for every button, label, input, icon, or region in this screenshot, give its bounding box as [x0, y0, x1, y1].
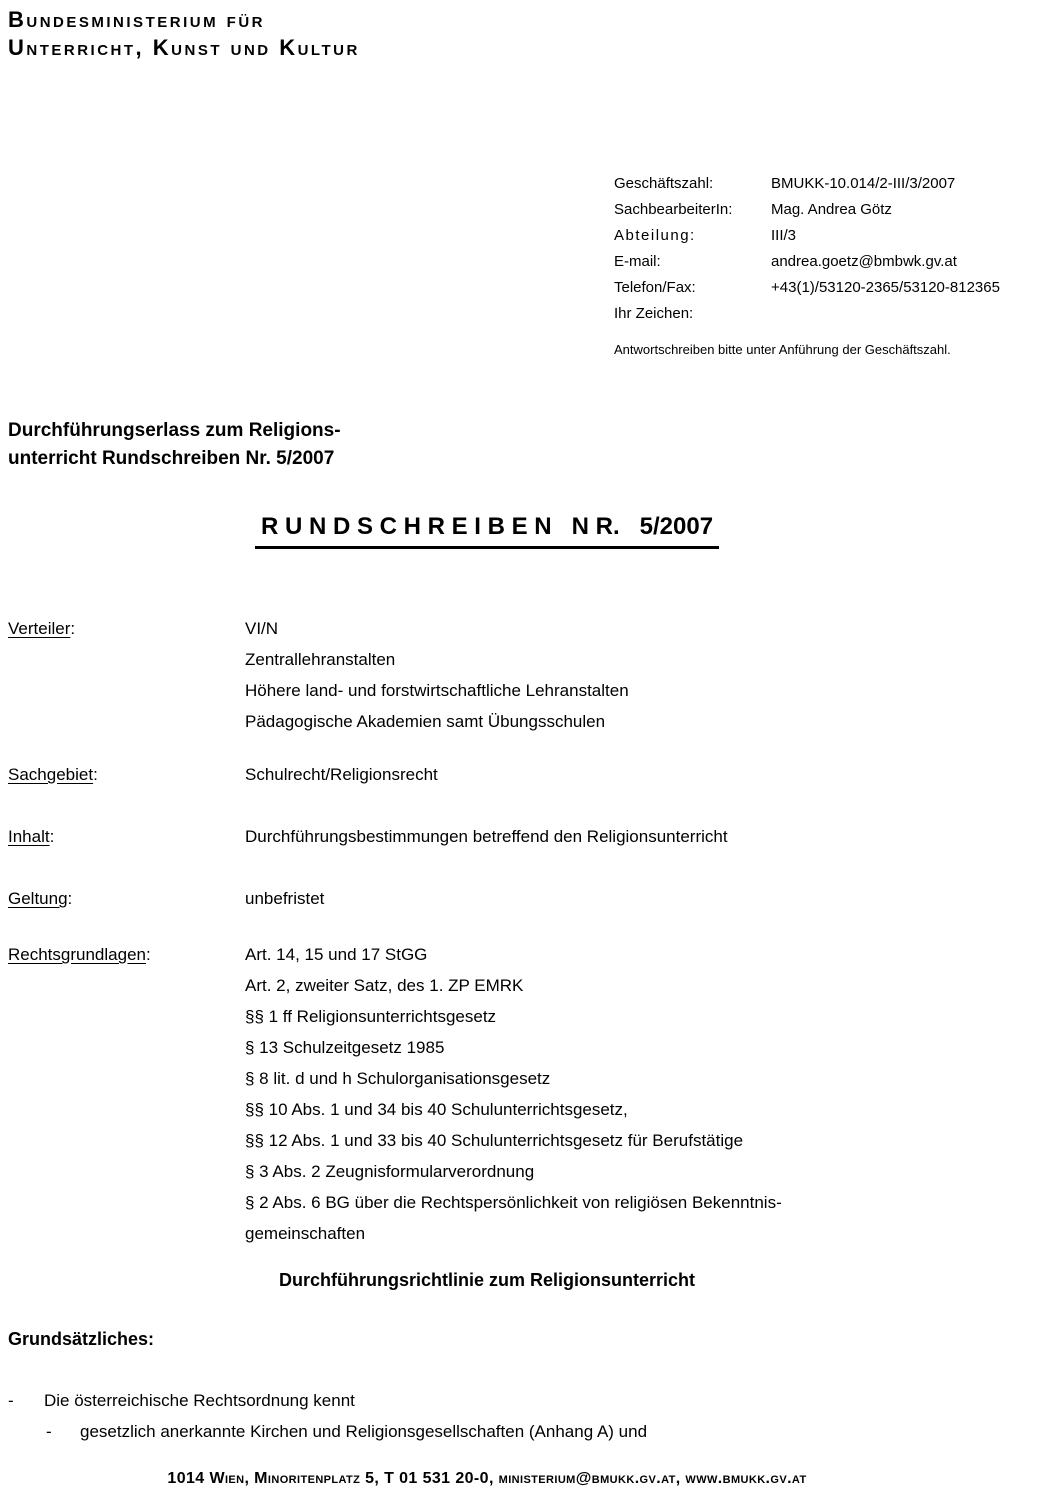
field-value-line: unbefristet — [245, 889, 325, 908]
field-label-colon: : — [49, 827, 55, 846]
subject-line2: unterricht Rundschreiben Nr. 5/2007 — [8, 448, 335, 469]
field-value-line: Schulrecht/Religionsrecht — [245, 765, 438, 784]
field-rechtsgrundlagen — [8, 939, 963, 1249]
field-geltung — [8, 883, 963, 914]
field-label-colon: : — [93, 765, 98, 784]
field-label — [8, 821, 245, 852]
field-label-colon: : — [145, 945, 151, 964]
bullet-dash: - — [46, 1422, 52, 1441]
field-label-colon: : — [67, 889, 73, 908]
footer-address: 1014 Wien, Minoritenplatz 5, T 01 531 20-0, ministerium@bmukk.gv.at, www.bmukk.gv.at — [167, 1470, 807, 1487]
document-title: R U N D S C H R E I B E N N R. 5/2007 — [255, 513, 719, 549]
field-value-line: VI/N — [245, 619, 279, 638]
field-value-line: §§ 10 Abs. 1 und 34 bis 40 Schulunterrichtsgesetz, — [245, 1100, 628, 1119]
section-heading: Grundsätzliches: — [8, 1329, 155, 1349]
field-value-line: Höhere land- und forstwirtschaftliche Lehranstalten — [245, 681, 629, 700]
ministry-name-line1: Bundesministerium für — [8, 7, 265, 32]
field-value-line: Durchführungsbestimmungen betreffend den Religionsunterricht — [245, 827, 728, 846]
field-value-line: Pädagogische Akademien samt Übungsschulen — [245, 712, 606, 731]
contact-value: +43(1)/53120-2365/53120-812365 — [771, 278, 1000, 296]
contact-label: E-mail: — [614, 252, 661, 270]
ministry-letterhead — [8, 6, 360, 62]
bullet-text: Die österreichische Rechtsordnung kennt — [44, 1391, 355, 1410]
field-label-text: Inhalt — [8, 827, 50, 846]
field-label-text: Rechtsgrundlagen — [8, 945, 146, 964]
field-label — [8, 613, 245, 737]
bullet-dash: - — [8, 1391, 14, 1410]
field-value-line: § 13 Schulzeitgesetz 1985 — [245, 1038, 445, 1057]
contact-row-geschaeftszahl — [614, 170, 1034, 196]
contact-label: Ihr Zeichen: — [614, 304, 694, 322]
contact-label: Telefon/Fax: — [614, 278, 696, 296]
document-title-wrap — [8, 513, 966, 549]
field-values — [245, 613, 629, 737]
bullet-item-nested — [46, 1421, 647, 1443]
field-label — [8, 759, 245, 790]
field-values — [245, 939, 782, 1249]
field-values — [245, 883, 324, 914]
reply-reference-note: Antwortschreiben bitte unter Anführung der Geschäftszahl. — [614, 342, 951, 357]
field-value-line: Art. 2, zweiter Satz, des 1. ZP EMRK — [245, 976, 524, 995]
contact-value: III/3 — [771, 226, 797, 244]
field-values — [245, 759, 438, 790]
field-value-line: § 2 Abs. 6 BG über die Rechtspersönlichkeit von religiösen Bekenntnis- — [245, 1193, 782, 1212]
contact-row-ihr-zeichen — [614, 300, 1034, 326]
contact-row-email — [614, 248, 1034, 274]
field-value-line: § 3 Abs. 2 Zeugnisformularverordnung — [245, 1162, 535, 1181]
field-label — [8, 939, 245, 1249]
field-sachgebiet — [8, 759, 963, 790]
field-verteiler — [8, 613, 963, 737]
field-label-text: Geltung — [8, 889, 68, 908]
field-value-line: gemeinschaften — [245, 1224, 366, 1243]
contact-label: Abteilung: — [614, 226, 696, 244]
field-value-line: Art. 14, 15 und 17 StGG — [245, 945, 428, 964]
subject-line1: Durchführungserlass zum Religions- — [8, 420, 341, 441]
bullet-text: gesetzlich anerkannte Kirchen und Religionsgesellschaften (Anhang A) und — [80, 1422, 648, 1441]
field-value-line: §§ 12 Abs. 1 und 33 bis 40 Schulunterrichtsgesetz für Berufstätige — [245, 1131, 744, 1150]
contact-value: Mag. Andrea Götz — [771, 200, 892, 218]
contact-block — [614, 170, 1034, 326]
field-label-colon: : — [70, 619, 76, 638]
contact-label: SachbearbeiterIn: — [614, 200, 733, 218]
subject-paragraph — [8, 417, 341, 473]
field-value-line: Zentrallehranstalten — [245, 650, 396, 669]
body-subtitle: Durchführungsrichtlinie zum Religionsunterricht — [278, 1270, 696, 1290]
contact-row-sachbearbeiterin — [614, 196, 1034, 222]
field-label-text: Verteiler — [8, 619, 71, 638]
contact-row-telefon-fax — [614, 274, 1034, 300]
contact-row-abteilung — [614, 222, 1034, 248]
field-label-text: Sachgebiet — [8, 765, 94, 784]
field-inhalt — [8, 821, 963, 852]
contact-value: andrea.goetz@bmbwk.gv.at — [771, 252, 957, 270]
field-values — [245, 821, 728, 852]
ministry-name-line2: Unterricht, Kunst und Kultur — [8, 35, 360, 60]
contact-label: Geschäftszahl: — [614, 174, 714, 192]
field-label — [8, 883, 245, 914]
contact-value: BMUKK-10.014/2-III/3/2007 — [771, 174, 956, 192]
bullet-item — [8, 1390, 355, 1412]
field-value-line: § 8 lit. d und h Schulorganisationsgesetz — [245, 1069, 551, 1088]
field-value-line: §§ 1 ff Religionsunterrichtsgesetz — [245, 1007, 497, 1026]
